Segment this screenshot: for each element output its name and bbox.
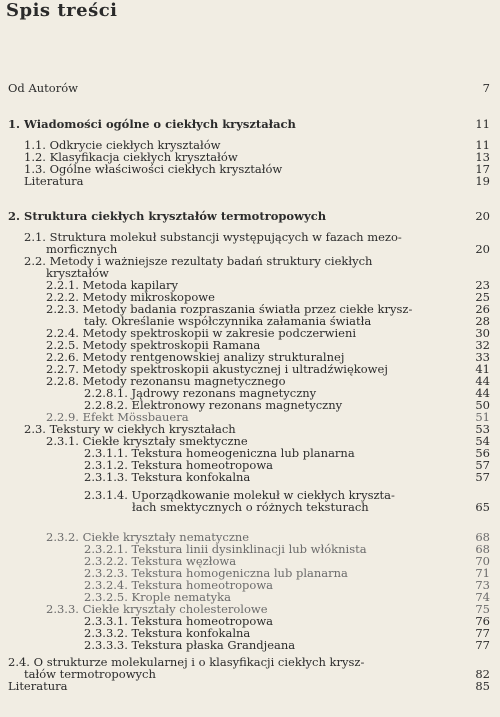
toc-num: 2.3.2.4.	[84, 578, 128, 592]
toc-page: 74	[475, 590, 490, 604]
toc-label: O strukturze molekularnej i o klasyfikacji ciekłych krysz-	[33, 655, 365, 669]
toc-label: Tekstura homeotropowa	[131, 578, 274, 592]
toc-label: Ciekłe kryształy smektyczne	[82, 434, 248, 448]
toc-num: 1.3.	[24, 162, 46, 176]
toc-label: Uporządkowanie molekuł w ciekłych kryszta-	[131, 488, 395, 502]
toc-num: 2.3.1.4.	[84, 488, 128, 502]
toc-num: 2.2.2.	[46, 290, 79, 304]
toc-label: tały. Określanie współczynnika załamania światła	[84, 314, 372, 328]
toc-num: 2.3.3.2.	[84, 626, 128, 640]
toc-num: 2.1.	[24, 230, 46, 244]
toc-page: 19	[475, 174, 490, 188]
toc-page: 71	[475, 566, 490, 580]
toc-label: Metoda kapilary	[82, 278, 178, 292]
toc-label: Ogólne właściwości ciekłych kryształów	[49, 162, 283, 176]
toc-label: Ciekłe kryształy cholesterolowe	[82, 602, 268, 616]
toc-label: kryształów	[46, 266, 109, 280]
toc-page: 25	[475, 290, 490, 304]
toc-label: Ciekłe kryształy nematyczne	[82, 530, 250, 544]
toc-label: Metody i ważniejsze rezultaty badań struktury ciekłych	[49, 254, 373, 268]
toc-page: 82	[475, 667, 490, 681]
toc-num: 1.	[8, 117, 21, 131]
toc-page: 44	[475, 374, 490, 388]
toc-page: 75	[475, 602, 490, 616]
toc-page: 56	[475, 446, 490, 460]
toc-page: 73	[475, 578, 490, 592]
toc-page: 65	[475, 500, 490, 514]
toc-label: Tekstura konfokalna	[131, 626, 251, 640]
toc-label: Literatura	[8, 679, 68, 693]
toc-label: Tekstura homogeniczna lub planarna	[131, 566, 348, 580]
toc-label: Struktura ciekłych kryształów termotropowych	[24, 209, 327, 223]
toc-num: 2.2.1.	[46, 278, 79, 292]
toc-num: 2.3.2.	[46, 530, 79, 544]
toc-page: 57	[475, 458, 490, 472]
toc-label: Tekstura linii dysinklinacji lub włóknista	[131, 542, 367, 556]
toc-label: Klasyfikacja ciekłych kryształów	[49, 150, 238, 164]
toc-page: 54	[475, 434, 490, 448]
toc-page: 11	[475, 117, 490, 131]
toc-num: 2.2.8.1.	[84, 386, 128, 400]
toc-label: Tekstura węzłowa	[131, 554, 237, 568]
toc-page: 28	[475, 314, 490, 328]
toc-num: 2.3.1.3.	[84, 470, 128, 484]
toc-num: 2.3.1.	[46, 434, 79, 448]
toc-label: Metody spektroskopii w zakresie podczerwieni	[82, 326, 357, 340]
toc-page: 57	[475, 470, 490, 484]
toc-label: Metody rentgenowskiej analizy strukturalnej	[82, 350, 345, 364]
toc-label: morficznych	[46, 242, 118, 256]
toc-num: 2.3.3.1.	[84, 614, 128, 628]
toc-page: 76	[475, 614, 490, 628]
toc-page: 85	[475, 679, 490, 693]
toc-label: Metody mikroskopowe	[82, 290, 215, 304]
toc-num: 2.2.7.	[46, 362, 79, 376]
toc-page: 20	[475, 242, 490, 256]
toc-label: Literatura	[24, 174, 84, 188]
toc-num: 2.3.2.1.	[84, 542, 128, 556]
toc-page: 41	[475, 362, 490, 376]
toc-label: Struktura molekuł substancji występujących w fazach mezo-	[49, 230, 402, 244]
toc-label: tałów termotropowych	[24, 667, 156, 681]
toc-label: Tekstura homeotropowa	[131, 458, 274, 472]
toc-label: Elektronowy rezonans magnetyczny	[131, 398, 343, 412]
toc-num: 2.4.	[8, 655, 30, 669]
toc-num: 2.3.2.3.	[84, 566, 128, 580]
toc-page: 68	[475, 530, 490, 544]
toc-label: Odkrycie ciekłych kryształów	[49, 138, 221, 152]
toc-label: Tekstura konfokalna	[131, 470, 251, 484]
toc-label: Jądrowy rezonans magnetyczny	[131, 386, 317, 400]
toc-page: 51	[475, 410, 490, 424]
toc-page: 33	[475, 350, 490, 364]
toc-label: Metody spektroskopii akustycznej i ultradźwiękowej	[82, 362, 388, 376]
toc-num: 2.3.1.2.	[84, 458, 128, 472]
toc-page: 26	[475, 302, 490, 316]
toc-label: Metody badania rozpraszania światła przez ciekłe krysz-	[82, 302, 413, 316]
toc-page: 50	[475, 398, 490, 412]
toc-num: 2.2.8.2.	[84, 398, 128, 412]
toc-label: Od Autorów	[8, 81, 78, 95]
toc-page: 32	[475, 338, 490, 352]
toc-num: 1.1.	[24, 138, 46, 152]
toc-num: 2.2.4.	[46, 326, 79, 340]
toc-label: Tekstura homeotropowa	[131, 614, 274, 628]
toc-page: 53	[475, 422, 490, 436]
toc-label: Wiadomości ogólne o ciekłych kryształach	[24, 117, 296, 131]
toc-label: Efekt Mössbauera	[82, 410, 189, 424]
toc-num: 2.3.2.5.	[84, 590, 128, 604]
toc-num: 2.3.3.3.	[84, 638, 128, 652]
toc-num: 1.2.	[24, 150, 46, 164]
toc-page: 23	[475, 278, 490, 292]
toc-page: 68	[475, 542, 490, 556]
toc-page: 77	[475, 638, 490, 652]
toc-num: 2.3.3.	[46, 602, 79, 616]
toc-num: 2.2.6.	[46, 350, 79, 364]
toc-label: łach smektycznych o różnych teksturach	[132, 500, 369, 514]
toc-page: 70	[475, 554, 490, 568]
toc-page: 20	[475, 209, 490, 223]
toc-num: 2.	[8, 209, 21, 223]
toc-label: Tekstura płaska Grandjeana	[131, 638, 296, 652]
toc-page: 30	[475, 326, 490, 340]
toc-num: 2.3.	[24, 422, 46, 436]
toc-page: 44	[475, 386, 490, 400]
toc-num: 2.2.8.	[46, 374, 79, 388]
toc-label: Krople nematyka	[131, 590, 231, 604]
toc-num: 2.2.	[24, 254, 46, 268]
toc-label: Metody rezonansu magnetycznego	[82, 374, 286, 388]
toc-num: 2.2.5.	[46, 338, 79, 352]
toc-label: Tekstura homeogeniczna lub planarna	[131, 446, 355, 460]
toc-num: 2.2.9.	[46, 410, 79, 424]
toc-num: 2.3.2.2.	[84, 554, 128, 568]
page-title: Spis treści	[6, 0, 118, 21]
toc-label: Tekstury w ciekłych kryształach	[49, 422, 236, 436]
toc-page: 7	[482, 81, 490, 95]
toc-page: 17	[475, 162, 490, 176]
toc-page: 11	[475, 138, 490, 152]
toc-page: 77	[475, 626, 490, 640]
toc-page: 13	[475, 150, 490, 164]
toc-num: 2.3.1.1.	[84, 446, 128, 460]
toc-num: 2.2.3.	[46, 302, 79, 316]
toc-label: Metody spektroskopii Ramana	[82, 338, 261, 352]
